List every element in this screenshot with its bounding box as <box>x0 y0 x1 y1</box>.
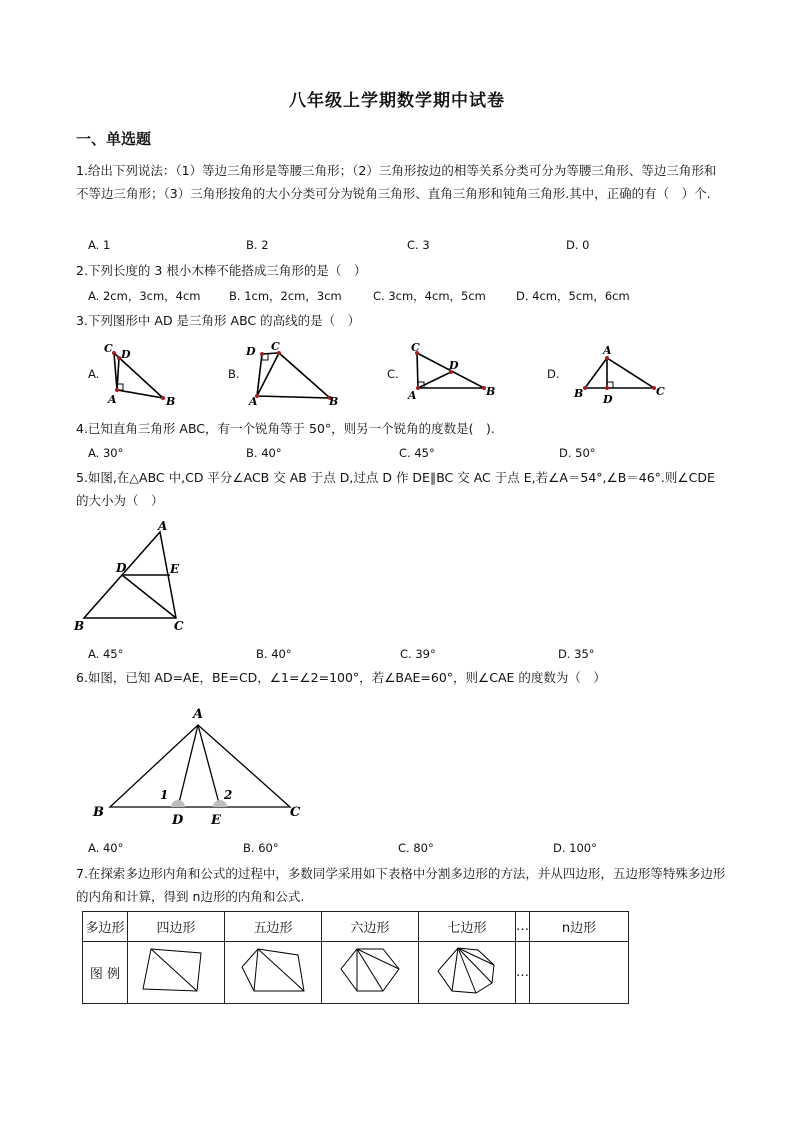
hexagon-cell <box>322 942 419 1004</box>
label-angle-2: 2 <box>224 788 233 802</box>
question-5-figure <box>70 518 200 638</box>
question-6-figure <box>85 700 315 830</box>
label-a: A <box>193 707 204 722</box>
ellipsis-cell: … <box>516 942 530 1004</box>
option-d[interactable]: D. 100° <box>553 841 597 855</box>
option-b[interactable]: B. <box>228 367 240 381</box>
option-c[interactable]: C. 80° <box>398 841 434 855</box>
quadrilateral-cell <box>128 942 225 1004</box>
label-b: B <box>93 805 104 820</box>
label-b: B <box>486 385 496 398</box>
question-5-text: 5.如图,在△ABC 中,CD 平分∠ACB 交 AB 于点 D,过点 D 作 DE∥BC 交 AC 于点 E,若∠A＝54°,∠B＝46°.则∠CDE 的大小为（ ） <box>76 470 715 508</box>
question-2-text: 2.下列长度的 3 根小木棒不能搭成三角形的是（ ） <box>76 263 367 278</box>
option-b[interactable]: B. 40° <box>256 647 292 661</box>
table-header: 四边形 <box>128 912 225 942</box>
label-d: D <box>449 359 459 372</box>
label-c: C <box>271 340 280 353</box>
label-c: C <box>174 619 184 633</box>
question-2-options <box>88 288 728 308</box>
option-c[interactable]: C. 39° <box>400 647 436 661</box>
question-3-text: 3.下列图形中 AD 是三角形 ABC 的高线的是（ ） <box>76 313 361 328</box>
label-c: C <box>411 341 420 354</box>
option-c[interactable]: C. 3 <box>407 238 430 252</box>
option-a[interactable]: A. 30° <box>88 446 124 460</box>
label-a: A <box>158 519 168 533</box>
label-e: E <box>211 813 221 828</box>
section-heading: 一、单选题 <box>76 130 152 148</box>
label-a: A <box>603 344 612 357</box>
polygon-table <box>82 911 629 1004</box>
question-1-options <box>88 238 728 258</box>
table-header: 六边形 <box>322 912 419 942</box>
option-a[interactable]: A. 45° <box>88 647 124 661</box>
table-header: 多边形 <box>83 912 128 942</box>
question-6-options <box>88 841 728 861</box>
label-b: B <box>574 387 584 400</box>
figure-b <box>257 353 330 398</box>
option-a[interactable]: A. 1 <box>88 238 111 252</box>
question-7-text: 7.在探索多边形内角和公式的过程中，多数同学采用如下表格中分割多边形的方法，并从四边形，五边形等特殊多边形的内角和计算，得到 n边形的内角和公式. <box>76 866 726 904</box>
label-b: B <box>166 395 176 408</box>
label-c: C <box>656 385 665 398</box>
label-d: D <box>246 345 256 358</box>
label-d: D <box>603 393 613 406</box>
option-a[interactable]: A. 40° <box>88 841 124 855</box>
angle-1-arc <box>171 800 185 807</box>
label-b: B <box>329 395 339 408</box>
label-d: D <box>116 561 127 575</box>
table-header: 五边形 <box>225 912 322 942</box>
label-a: A <box>249 395 258 408</box>
option-d[interactable]: D. <box>547 367 560 381</box>
figure-d <box>585 358 654 388</box>
option-d[interactable]: D. 35° <box>558 647 595 661</box>
question-4-options <box>88 446 728 466</box>
label-e: E <box>170 562 180 576</box>
option-c[interactable]: C. 3cm，4cm，5cm <box>373 289 486 303</box>
page-title: 八年级上学期数学期中试卷 <box>289 91 505 111</box>
n-gon-cell <box>530 942 629 1004</box>
label-c: C <box>290 805 301 820</box>
option-d[interactable]: D. 0 <box>566 238 590 252</box>
question-5-options <box>88 647 728 667</box>
option-d[interactable]: D. 50° <box>559 446 596 460</box>
table-header: … <box>516 912 530 942</box>
question-1-text: 1.给出下列说法：（1）等边三角形是等腰三角形；（2）三角形按边的相等关系分类可分为等腰三角形、等边三角形和不等边三角形；（3）三角形按角的大小分类可分为锐角三角形、直角三角形和钝角三角形.其中，正确的有（ ）个. <box>76 163 717 201</box>
table-header: 七边形 <box>419 912 516 942</box>
label-a: A <box>408 389 417 402</box>
label-d: D <box>121 348 131 361</box>
question-6-text: 6.如图，已知 AD=AE，BE=CD，∠1=∠2=100°，若∠BAE=60°，则∠CAE 的度数为（ ） <box>76 670 606 685</box>
option-b[interactable]: B. 1cm，2cm，3cm <box>229 289 342 303</box>
option-b[interactable]: B. 2 <box>246 238 269 252</box>
question-4-text: 4.已知直角三角形 ABC，有一个锐角等于 50°，则另一个锐角的度数是( ). <box>76 421 495 436</box>
label-c: C <box>104 342 113 355</box>
option-a[interactable]: A. 2cm，3cm，4cm <box>88 289 201 303</box>
table-row <box>83 912 629 942</box>
label-b: B <box>74 619 85 633</box>
option-b[interactable]: B. 40° <box>246 446 282 460</box>
hexagon-diagram <box>335 945 405 997</box>
table-header: n边形 <box>530 912 629 942</box>
pentagon-cell <box>225 942 322 1004</box>
heptagon-diagram <box>432 945 502 997</box>
option-b[interactable]: B. 60° <box>243 841 279 855</box>
table-row-label: 图 例 <box>83 942 128 1004</box>
pentagon-diagram <box>238 945 308 997</box>
label-angle-1: 1 <box>160 788 169 802</box>
quadrilateral-diagram <box>141 945 211 997</box>
option-a[interactable]: A. <box>88 367 100 381</box>
option-d[interactable]: D. 4cm，5cm，6cm <box>516 289 630 303</box>
label-a: A <box>108 393 117 406</box>
question-3-figures <box>0 335 794 415</box>
table-row <box>83 942 629 1004</box>
label-d: D <box>172 813 184 828</box>
option-c[interactable]: C. <box>387 367 399 381</box>
heptagon-cell <box>419 942 516 1004</box>
option-c[interactable]: C. 45° <box>399 446 435 460</box>
